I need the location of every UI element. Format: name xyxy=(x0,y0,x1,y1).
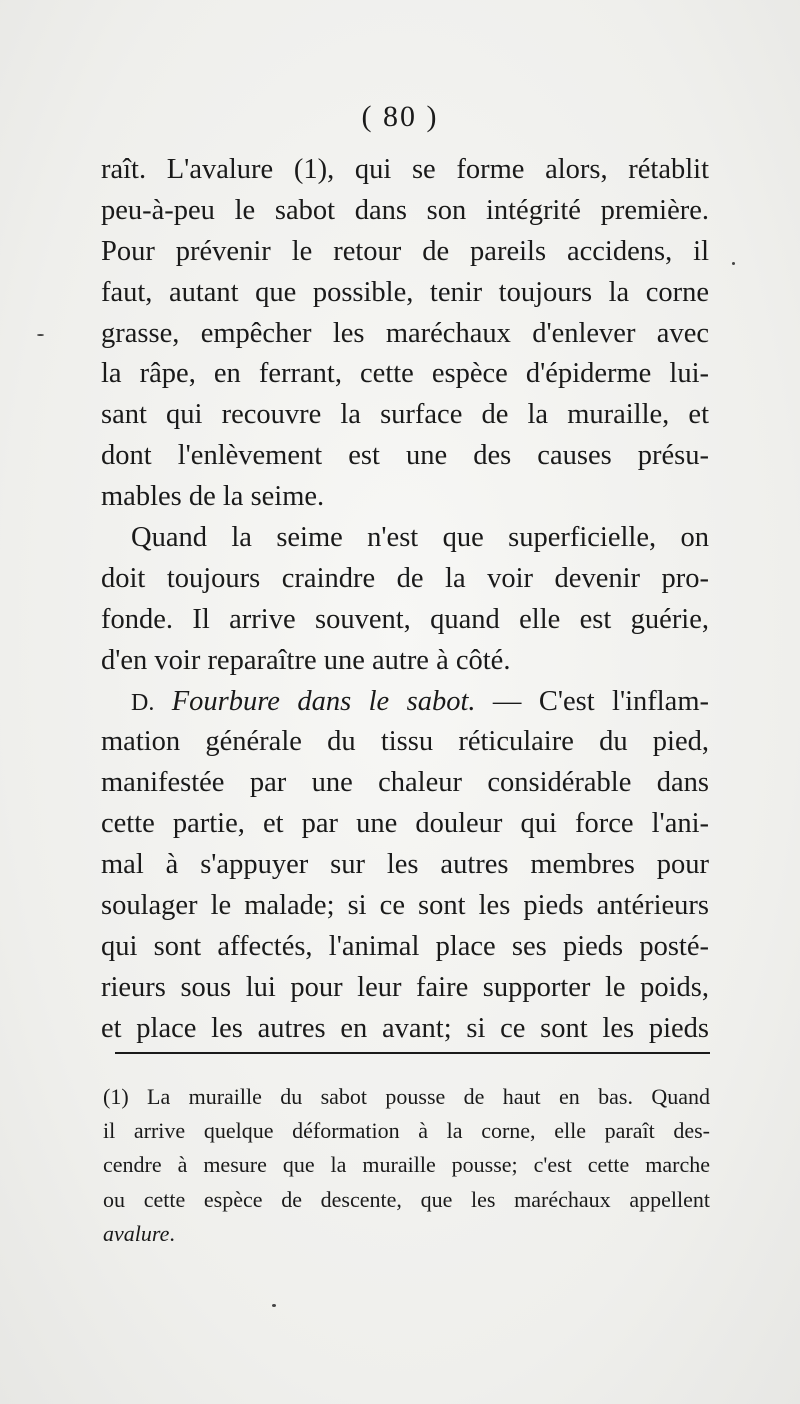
ink-speck xyxy=(272,1304,276,1307)
footnote-line: ou cette espèce de descente, que les maréchaux appellent xyxy=(103,1186,710,1212)
text-line: fonde. Il arrive souvent, quand elle est guérie, xyxy=(101,603,709,635)
text-line: dont l'enlèvement est une des causes présu- xyxy=(101,440,709,472)
footnote-end-punct: . xyxy=(169,1220,175,1246)
footnote-separator xyxy=(115,1052,710,1054)
footnote-line: il arrive quelque déformation à la corne, elle paraît des- xyxy=(103,1118,710,1144)
text-line: manifestée par une chaleur considérable dans xyxy=(101,767,709,799)
footnote-line: (1) La muraille du sabot pousse de haut en bas. Quand xyxy=(103,1084,710,1109)
text-line: faut, autant que possible, tenir toujours la corne xyxy=(101,276,709,308)
text-line: soulager le malade; si ce sont les pieds antérieurs xyxy=(101,890,709,922)
text-line: la râpe, en ferrant, cette espèce d'épiderme lui- xyxy=(101,358,709,390)
body-text xyxy=(101,150,709,1050)
text-line: peu-à-peu le sabot dans son intégrité première. xyxy=(101,194,709,226)
section-heading-rest: — C'est l'inflam- xyxy=(475,685,709,717)
text-line: grasse, empêcher les maréchaux d'enlever avec xyxy=(101,317,709,349)
footnote xyxy=(103,1080,710,1251)
footnote-last-line xyxy=(103,1217,710,1251)
text-line: Pour prévenir le retour de pareils accidens, il xyxy=(101,235,709,267)
text-line: doit toujours craindre de la voir devenir pro- xyxy=(101,562,709,594)
text-line: d'en voir reparaître une autre à côté. xyxy=(101,644,511,676)
text-line: Quand la seime n'est que superficielle, on xyxy=(131,522,709,554)
ink-speck xyxy=(37,334,44,336)
section-title: Fourbure dans le sabot. xyxy=(171,685,476,717)
text-line: mables de la seime. xyxy=(101,481,325,513)
text-line: mation générale du tissu réticulaire du pied, xyxy=(101,726,709,758)
text-line: sant qui recouvre la surface de la muraille, et xyxy=(101,399,709,431)
text-line: raît. L'avalure (1), qui se forme alors, rétablit xyxy=(101,154,709,185)
page-number: ( 80 ) xyxy=(361,100,439,133)
footnote-term: avalure xyxy=(103,1220,170,1246)
text-line: qui sont affectés, l'animal place ses pieds posté- xyxy=(101,930,709,962)
text-line: rieurs sous lui pour leur faire supporter le poids, xyxy=(101,971,709,1003)
section-letter: D. xyxy=(131,689,155,716)
text-line: et place les autres en avant; si ce sont les pieds xyxy=(101,1012,709,1044)
section-heading-line xyxy=(101,682,709,723)
text-line: cette partie, et par une douleur qui force l'ani- xyxy=(101,808,709,840)
text-line: mal à s'appuyer sur les autres membres pour xyxy=(101,849,709,881)
footnote-line: cendre à mesure que la muraille pousse; c'est cette marche xyxy=(103,1152,710,1178)
ink-speck xyxy=(732,262,735,265)
